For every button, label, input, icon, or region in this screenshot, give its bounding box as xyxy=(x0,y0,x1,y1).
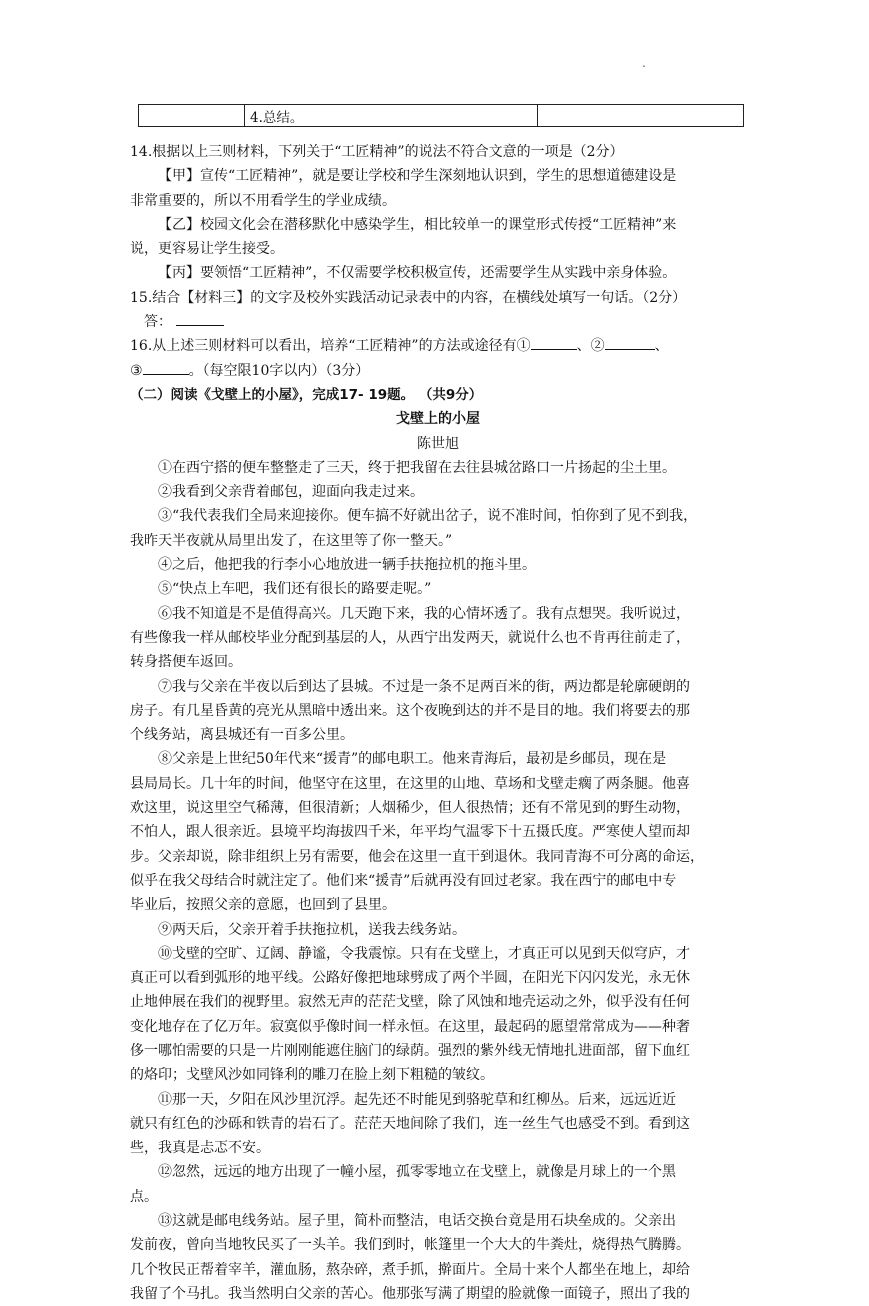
article-line: ⑧父亲是上世纪50年代来“援青”的邮电职工。他来青海后，最初是乡邮员，现在是 xyxy=(158,751,667,768)
article-line: 变化地存在了亿万年。寂寞似乎像时间一样永恒。在这里，最起码的愿望常常成为——种奢 xyxy=(130,1018,690,1035)
article-line: 县局局长。几十年的时间，他坚守在这里，在这里的山地、草场和戈壁走瘸了两条腿。他喜 xyxy=(130,775,690,792)
option-yi-line1: 【乙】校园文化会在潜移默化中感染学生，相比较单一的课堂形式传授“工匠精神”来 xyxy=(158,216,677,233)
question-16-line1 xyxy=(130,334,746,358)
table-cell: 4.总结。 xyxy=(245,105,538,127)
article-line: 毕业后，按照父亲的意愿，也回到了县里。 xyxy=(130,897,396,914)
article-line: 欢这里，说这里空气稀薄，但很清新；人烟稀少，但人很热情；还有不常见到的野生动物， xyxy=(130,800,690,817)
q16-note: 。（每空限10字以内）（3分） xyxy=(188,362,370,379)
table-row xyxy=(139,105,744,127)
page-dot-mark: . xyxy=(642,56,646,70)
article-line: ⑥我不知道是不是值得高兴。几天跑下来，我的心情坏透了。我有点想哭。我听说过， xyxy=(158,605,690,622)
article-line: 我昨天半夜就从局里出发了，在这里等了你一整天。” xyxy=(130,532,453,549)
article-title: 戈壁上的小屋 xyxy=(396,411,480,428)
answer-label: 答： xyxy=(144,314,172,331)
article-line: 房子。有几星昏黄的亮光从黑暗中透出来。这个夜晚到达的并不是目的地。我们将要去的那 xyxy=(130,702,690,719)
article-line: 不怕人，跟人很亲近。县境平均海拔四千米，年平均气温零下十五摄氏度。严寒使人望而却 xyxy=(130,824,690,841)
article-line: 似乎在我父母结合时就注定了。他们来“援青”后就再没有回过老家。我在西宁的邮电中专 xyxy=(130,872,677,889)
option-bing: 【丙】要领悟“工匠精神”，不仅需要学校积极宣传，还需要学生从实践中亲身体验。 xyxy=(158,265,677,282)
article-line: ⑬这就是邮电线务站。屋子里，简朴而整洁，电话交换台竟是用石块垒成的。父亲出 xyxy=(158,1213,676,1230)
article-line: 侈一哪怕需要的只是一片刚刚能遮住脑门的绿荫。强烈的紫外线无情地扎进面部，留下血红 xyxy=(130,1042,690,1059)
article-line: 的烙印；戈壁风沙如同锋利的雕刀在脸上刻下粗糙的皱纹。 xyxy=(130,1067,494,1084)
article-line: ⑫忽然，远远的地方出现了一幢小屋，孤零零地立在戈壁上，就像是月球上的一个黑 xyxy=(158,1164,676,1181)
article-line: 有些像我一样从邮校毕业分配到基层的人，从西宁出发两天，就说什么也不肯再往前走了， xyxy=(130,629,690,646)
answer-blank[interactable] xyxy=(176,311,224,326)
section-heading: （二）阅读《戈壁上的小屋》，完成17- 19题。 （共9分） xyxy=(130,386,483,403)
question-14-stem: 14.根据以上三则材料，下列关于“工匠精神”的说法不符合文意的一项是（2分） xyxy=(130,144,624,160)
article-line: 转身搭便车返回。 xyxy=(130,654,242,671)
answer-blank-1[interactable] xyxy=(531,335,577,350)
document-body xyxy=(130,140,746,1306)
option-yi-line2: 说，更容易让学生接受。 xyxy=(130,241,284,258)
article-line: 几个牧民正帮着宰羊，灌血肠，熬杂碎，煮手抓，擀面片。全局十来个人都坐在地上，却给 xyxy=(130,1261,690,1278)
article-line: ④之后，他把我的行李小心地放进一辆手扶拖拉机的拖斗里。 xyxy=(158,557,536,574)
article-line: 步。父亲却说，除非组织上另有需要，他会在这里一直干到退休。我同青海不可分离的命运， xyxy=(130,848,704,865)
q16-circle-3: ③ xyxy=(130,362,143,379)
article-line: ⑩戈壁的空旷、辽阔、静谧，令我震惊。只有在戈壁上，才真正可以见到天似穹庐，才 xyxy=(158,945,690,962)
table-cell xyxy=(538,105,744,127)
article-line: 些，我真是忐忑不安。 xyxy=(130,1140,270,1157)
q16-text: 16.从上述三则材料可以看出，培养“工匠精神”的方法或途径有① xyxy=(130,338,531,355)
question-16-line2 xyxy=(130,359,746,383)
article-line: ⑦我与父亲在半夜以后到达了县城。不过是一条不足两百米的街，两边都是轮廓硬朗的 xyxy=(158,678,690,695)
article-line: ②我看到父亲背着邮包，迎面向我走过来。 xyxy=(158,484,424,501)
article-line: 止地伸展在我们的视野里。寂然无声的茫茫戈壁，除了风蚀和地壳运动之外，似乎没有任何 xyxy=(130,994,690,1011)
article-line: 我留了个马扎。我当然明白父亲的苦心。他那张写满了期望的脸就像一面镜子，照出了我的 xyxy=(130,1285,690,1302)
q16-sep: 、② xyxy=(576,338,605,355)
answer-blank-3[interactable] xyxy=(143,360,189,375)
article-line: 点。 xyxy=(130,1188,158,1205)
option-jia-line2: 非常重要的，所以不用看学生的学业成绩。 xyxy=(130,192,396,209)
question-15-answer xyxy=(130,310,746,334)
article-line: 发前夜，曾向当地牧民买了一头羊。我们到时，帐篷里一个大大的牛粪灶，烧得热气腾腾。 xyxy=(130,1237,690,1254)
article-line: 真正可以看到弧形的地平线。公路好像把地球劈成了两个半圆，在阳光下闪闪发光，永无休 xyxy=(130,970,690,987)
article-line: ⑤“快点上车吧，我们还有很长的路要走呢。” xyxy=(158,581,432,598)
option-jia-line1: 【甲】宣传“工匠精神”，就是要让学校和学生深刻地认识到，学生的思想道德建设是 xyxy=(158,168,677,185)
article-line: ③“我代表我们全局来迎接你。便车搞不好就出岔子，说不准时间，怕你到了见不到我， xyxy=(158,508,698,525)
article-line: ⑨两天后，父亲开着手扶拖拉机，送我去线务站。 xyxy=(158,921,466,938)
question-15-stem: 15.结合【材料三】的文字及校外实践活动记录表中的内容，在横线处填写一句话。（2分） xyxy=(130,289,687,306)
article-text xyxy=(130,456,746,1306)
article-line: ⑪那一天，夕阳在风沙里沉浮。起先还不时能见到骆驼草和红柳丛。后来，远远近近 xyxy=(158,1091,676,1108)
article-author: 陈世旭 xyxy=(417,435,459,452)
record-table-fragment xyxy=(138,104,744,127)
article-line: ①在西宁搭的便车整整走了三天，终于把我留在去往县城岔路口一片扬起的尘土里。 xyxy=(158,459,676,476)
article-line: 就只有红色的沙砾和铁青的岩石了。茫茫天地间除了我们，连一丝生气也感受不到。看到这 xyxy=(130,1115,690,1132)
answer-blank-2[interactable] xyxy=(605,335,655,350)
table-cell xyxy=(139,105,245,127)
q16-sep: 、 xyxy=(654,338,669,355)
article-line: 个线务站，离县城还有一百多公里。 xyxy=(130,727,354,744)
